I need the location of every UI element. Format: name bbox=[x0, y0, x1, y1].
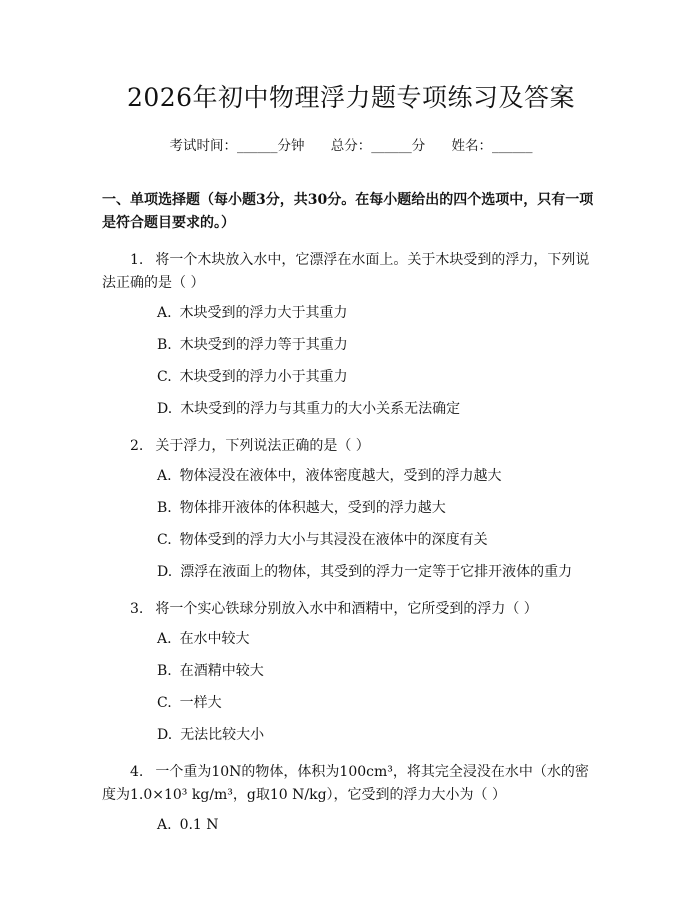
question-2 bbox=[102, 435, 600, 458]
question-4 bbox=[102, 761, 600, 807]
option-c bbox=[102, 529, 600, 552]
time-unit: 分钟 bbox=[277, 138, 305, 154]
option-letter: A. bbox=[157, 631, 172, 647]
page-title: 2026年初中物理浮力题专项练习及答案 bbox=[126, 83, 576, 112]
option-letter: C. bbox=[157, 532, 172, 548]
option-b bbox=[102, 660, 600, 683]
question-number: 2. bbox=[130, 438, 144, 454]
option-a bbox=[102, 302, 600, 325]
option-letter: B. bbox=[157, 337, 172, 353]
option-list bbox=[102, 465, 600, 584]
score-unit: 分 bbox=[411, 138, 426, 154]
option-a bbox=[102, 628, 600, 651]
option-d bbox=[102, 724, 600, 747]
time-blank: ______ bbox=[236, 138, 278, 154]
option-d bbox=[102, 561, 600, 584]
option-a bbox=[102, 465, 600, 488]
option-text: 木块受到的浮力与其重力的大小关系无法确定 bbox=[180, 401, 461, 417]
option-text: 木块受到的浮力等于其重力 bbox=[179, 337, 348, 353]
option-text: 木块受到的浮力小于其重力 bbox=[179, 369, 348, 385]
name-label: 姓名： bbox=[451, 138, 493, 154]
option-text: 一样大 bbox=[179, 695, 222, 711]
option-text: 在水中较大 bbox=[179, 631, 250, 647]
exam-info-line bbox=[102, 135, 600, 157]
option-letter: D. bbox=[157, 564, 173, 580]
option-letter: C. bbox=[157, 369, 172, 385]
name-blank: ______ bbox=[492, 138, 533, 154]
score-label: 总分： bbox=[330, 138, 372, 154]
option-text: 0.1 N bbox=[179, 817, 219, 833]
option-letter: D. bbox=[157, 727, 173, 743]
option-c bbox=[102, 692, 600, 715]
question-list bbox=[102, 249, 600, 837]
option-letter: C. bbox=[157, 695, 172, 711]
time-label: 考试时间： bbox=[169, 138, 237, 154]
question-text: 将一个木块放入水中，它漂浮在水面上。关于木块受到的浮力，下列说法正确的是（ ） bbox=[102, 252, 590, 291]
question-text: 一个重为10N的物体，体积为100cm³，将其完全浸没在水中（水的密度为1.0×10³ kg/m³，g取10 N/kg），它受到的浮力大小为（ ） bbox=[102, 764, 589, 803]
option-letter: B. bbox=[157, 500, 172, 516]
option-text: 在酒精中较大 bbox=[179, 663, 264, 679]
option-b bbox=[102, 334, 600, 357]
question-text: 关于浮力，下列说法正确的是（ ） bbox=[155, 438, 370, 454]
option-text: 物体受到的浮力大小与其浸没在液体中的深度有关 bbox=[179, 532, 488, 548]
question-text: 将一个实心铁球分别放入水中和酒精中，它所受到的浮力（ ） bbox=[155, 601, 538, 617]
option-list bbox=[102, 302, 600, 421]
option-a bbox=[102, 814, 600, 837]
option-d bbox=[102, 398, 600, 421]
score-blank: ______ bbox=[371, 138, 412, 154]
question-1 bbox=[102, 249, 600, 295]
option-b bbox=[102, 497, 600, 520]
option-list bbox=[102, 628, 600, 747]
question-number: 4. bbox=[130, 764, 144, 780]
option-list bbox=[102, 814, 600, 837]
option-letter: A. bbox=[157, 305, 172, 321]
question-number: 1. bbox=[130, 252, 144, 268]
option-text: 物体排开液体的体积越大，受到的浮力越大 bbox=[179, 500, 446, 516]
option-letter: A. bbox=[157, 468, 172, 484]
option-letter: D. bbox=[157, 401, 173, 417]
option-text: 无法比较大小 bbox=[180, 727, 265, 743]
option-c bbox=[102, 366, 600, 389]
option-letter: B. bbox=[157, 663, 172, 679]
question-3 bbox=[102, 598, 600, 621]
option-letter: A. bbox=[157, 817, 172, 833]
option-text: 木块受到的浮力大于其重力 bbox=[179, 305, 348, 321]
section-heading: 一、单项选择题（每小题3分，共30分。在每小题给出的四个选项中，只有一项是符合题目要求的。） bbox=[102, 192, 594, 231]
question-number: 3. bbox=[130, 601, 144, 617]
option-text: 漂浮在液面上的物体，其受到的浮力一定等于它排开液体的重力 bbox=[180, 564, 573, 580]
option-text: 物体浸没在液体中，液体密度越大，受到的浮力越大 bbox=[179, 468, 502, 484]
